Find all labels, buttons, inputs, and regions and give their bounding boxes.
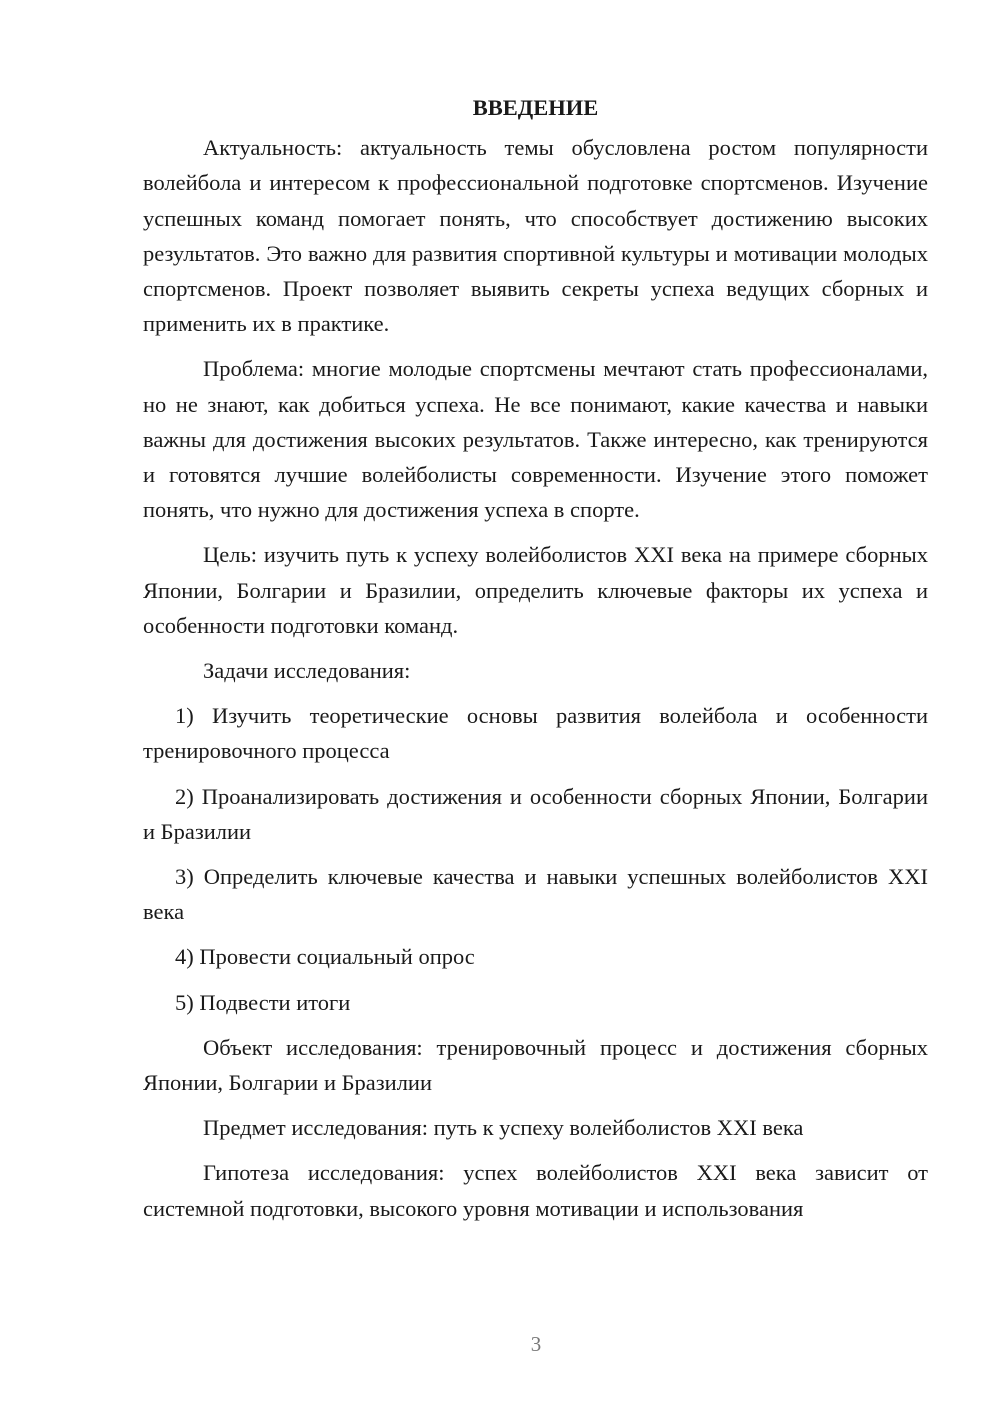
document-body [143,90,928,1236]
page-number: 3 [530,1332,542,1356]
task-item-3: 3) Определить ключевые качества и навыки успешных волейболистов XXI века [143,864,928,925]
task-item-1: 1) Изучить теоретические основы развития волейбола и особенности тренировочного процесса [143,703,928,764]
task-item-4: 4) Провести социальный опрос [175,944,475,970]
hypothesis-paragraph: Гипотеза исследования: успех волейболистов XXI века зависит от системной подготовки, высокого уровня мотивации и использования [143,1160,928,1221]
subject-paragraph: Предмет исследования: путь к успеху волейболистов XXI века [203,1115,804,1141]
section-heading: ВВЕДЕНИЕ [472,95,599,120]
tasks-title: Задачи исследования: [203,658,411,684]
task-item-5: 5) Подвести итоги [175,989,351,1015]
goal-paragraph: Цель: изучить путь к успеху волейболистов XXI века на примере сборных Японии, Болгарии и Бразилии, определить ключевые факторы их успеха и особенности подготовки команд. [143,542,928,638]
relevance-paragraph: Актуальность: актуальность темы обусловлена ростом популярности волейбола и интересом к профессиональной подготовке спортсменов. Изучение успешных команд помогает понять, что способствует достижению высоких результатов. Это важно для развития спортивной культуры и мотивации молодых спортсменов. Проект позволяет выявить секреты успеха ведущих сборных и применить их в практике. [143,135,928,337]
object-paragraph: Объект исследования: тренировочный процесс и достижения сборных Японии, Болгарии и Бразилии [143,1034,928,1096]
problem-paragraph: Проблема: многие молодые спортсмены мечтают стать профессионалами, но не знают, как добиться успеха. Не все понимают, какие качества и навыки важны для достижения высоких результатов. Также интересно, как тренируются и готовятся лучшие волейболисты современности. Изучение этого поможет понять, что нужно для достижения успеха в спорте. [143,356,928,523]
task-item-2: 2) Проанализировать достижения и особенности сборных Японии, Болгарии и Бразилии [143,783,928,844]
